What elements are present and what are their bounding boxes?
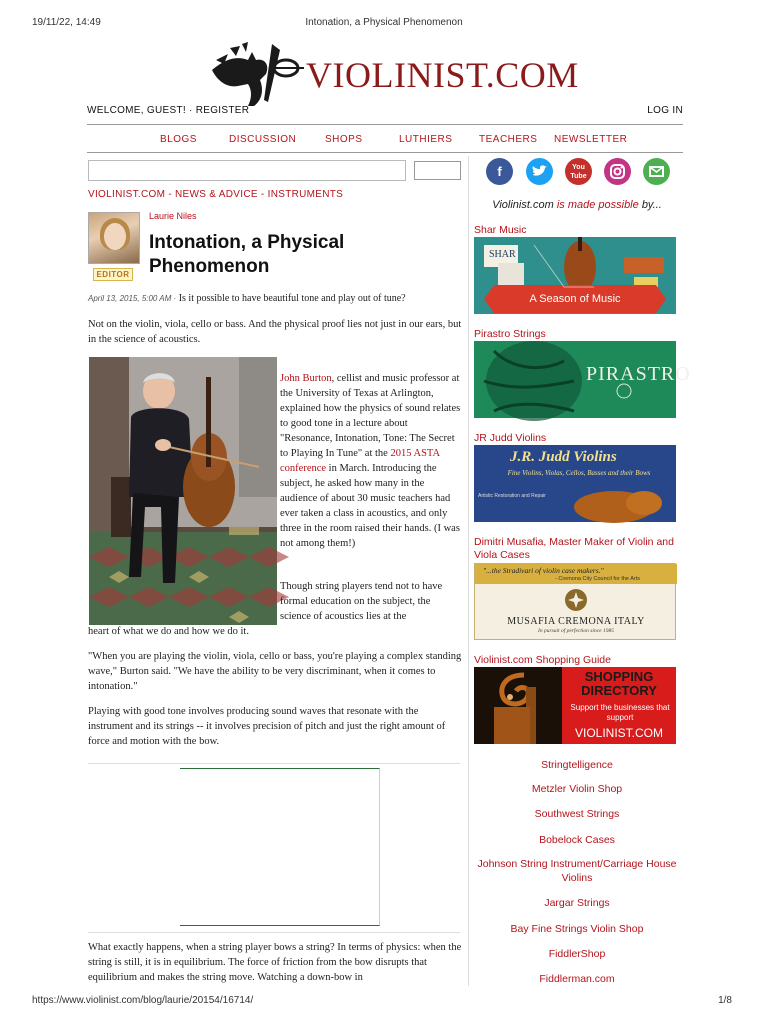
sidebar-link-metzler[interactable]: Metzler Violin Shop xyxy=(531,783,623,795)
article-paragraph-2: John Burton, cellist and music professor at the University of Texas at Arlington, explained how the physics of sound relates to good tone in a lecture about "Resonance, Intonation, Tone: The Secret to Playing In Tune" at the 2015 ASTA conference in March. Introducing the subject, he asked how many in the audience of about 30 music teachers had ever taken a class in acoustics, and only three in the room raised their hands. (I was not among them!) xyxy=(280,373,461,549)
article-paragraph-4: "When you are playing the violin, viola, cello or bass, you're playing a complex standing wave," Burton said. "We have the ability to be very discriminant, when it comes to intonation." xyxy=(88,651,462,692)
twitter-icon[interactable] xyxy=(526,158,553,185)
welcome-register-link[interactable]: WELCOME, GUEST! · REGISTER xyxy=(87,105,250,116)
email-icon[interactable] xyxy=(643,158,670,185)
sponsor-label-shar[interactable]: Shar Music xyxy=(474,224,527,236)
ad-musafia[interactable] xyxy=(474,563,676,640)
embedded-video[interactable] xyxy=(88,763,460,933)
ad-shar-music[interactable] xyxy=(474,237,676,314)
author-name-link[interactable]: Laurie Niles xyxy=(149,211,197,221)
logo-mark-icon xyxy=(208,40,308,108)
sidebar-link-fiddlerman[interactable]: Fiddlerman.com xyxy=(539,973,615,985)
jr-judd-ad-sub2: Artistic Restoration and Repair xyxy=(478,493,546,499)
nav-blogs[interactable]: BLOGS xyxy=(160,134,197,145)
nav-shops[interactable]: SHOPS xyxy=(325,134,363,145)
nav-teachers[interactable]: TEACHERS xyxy=(479,134,538,145)
search-input[interactable] xyxy=(88,160,406,181)
shar-ad-text: A Season of Music xyxy=(529,293,621,305)
article-paragraph-5: Playing with good tone involves producing sound waves that resonate with the instrument and its strings -- it involves precision of pitch and just the right amount of force and motion with the bow. xyxy=(88,706,446,747)
article-dateline xyxy=(88,293,468,304)
instagram-icon[interactable] xyxy=(604,158,631,185)
article-lede: Is it possible to have beautiful tone and play out of tune? xyxy=(178,293,406,304)
logo-text: VIOLINIST.COM xyxy=(306,55,579,95)
nav-discussion[interactable]: DISCUSSION xyxy=(229,134,297,145)
article-photo-cellist xyxy=(89,357,277,625)
musafia-crest-icon xyxy=(564,588,588,612)
shopping-directory-sub: Support the businesses that support xyxy=(570,703,670,722)
video-frame[interactable] xyxy=(180,768,380,926)
sidebar-divider xyxy=(468,156,469,986)
article-date: April 13, 2015, 5:00 AM · xyxy=(88,294,177,303)
jr-judd-ad-sub: Fine Violins, Violas, Cellos, Basses and their Bows xyxy=(507,469,651,477)
sidebar-link-fiddlershop[interactable]: FiddlerShop xyxy=(548,948,606,960)
article-paragraph-1: Not on the violin, viola, cello or bass. And the physical proof lies not just in our ears, but in the science of acoustics. xyxy=(88,319,462,345)
ad-shopping-directory[interactable] xyxy=(474,667,676,744)
sponsor-label-pirastro[interactable]: Pirastro Strings xyxy=(474,328,546,340)
article-paragraph-3: Though string players tend not to have formal education on the subject, the science of acoustics lies at the xyxy=(280,581,443,622)
site-logo[interactable] xyxy=(208,40,579,108)
shar-brand: SHAR xyxy=(489,249,516,260)
sidebar-link-johnson-string[interactable]: Johnson String Instrument/Carriage House Violins xyxy=(477,858,677,884)
musafia-tag: In pursuit of perfection since 1985 xyxy=(538,628,614,634)
article-title: Intonation, a Physical Phenomenon xyxy=(149,232,345,277)
sidebar-link-stringtelligence[interactable]: Stringtelligence xyxy=(541,759,613,771)
jr-judd-ad-title: J.R. Judd Violins xyxy=(510,449,617,465)
print-page-title: Intonation, a Physical Phenomenon xyxy=(305,17,463,28)
ad-pirastro[interactable] xyxy=(474,341,691,418)
shopping-directory-site: VIOLINIST.COM xyxy=(574,726,663,740)
musafia-attrib: - Cremona City Council for the Arts xyxy=(555,576,640,582)
john-burton-link[interactable]: John Burton xyxy=(280,373,332,384)
facebook-icon[interactable]: f xyxy=(486,158,513,185)
sidebar-link-bay-fine-strings[interactable]: Bay Fine Strings Violin Shop xyxy=(510,923,644,935)
sponsor-label-musafia[interactable]: Dimitri Musafia, Master Maker of Violin and Viola Cases xyxy=(474,536,674,561)
author-avatar[interactable] xyxy=(88,212,140,264)
nav-luthiers[interactable]: LUTHIERS xyxy=(399,134,453,145)
sponsor-label-shopping-guide[interactable]: Violinist.com Shopping Guide xyxy=(474,654,611,666)
breadcrumb[interactable]: VIOLINIST.COM - NEWS & ADVICE - INSTRUMENTS xyxy=(88,189,344,200)
main-nav xyxy=(87,124,683,153)
youtube-icon[interactable]: You Tube xyxy=(565,158,592,185)
search-button[interactable] xyxy=(414,161,461,180)
ad-jr-judd[interactable] xyxy=(474,445,676,522)
sidebar-link-southwest-strings[interactable]: Southwest Strings xyxy=(534,808,620,820)
article-paragraph-6: What exactly happens, when a string player bows a string? In terms of physics: when the string is still, it is in equilibrium. The force of friction from the bow disrupts that equilibrium and makes the string move. Watching a down-bow in xyxy=(88,942,462,983)
musafia-name: MUSAFIA CREMONA ITALY xyxy=(507,616,645,627)
article-paragraph-3-end: heart of what we do and how we do it. xyxy=(88,626,249,637)
sidebar-link-bobelock[interactable]: Bobelock Cases xyxy=(539,834,615,846)
made-possible-text: Violinist.com is made possible by... xyxy=(492,199,662,211)
print-datetime: 19/11/22, 14:49 xyxy=(32,17,101,28)
print-url: https://www.violinist.com/blog/laurie/20154/16714/ xyxy=(32,995,254,1006)
asta-conference-link[interactable]: 2015 ASTA conference xyxy=(280,448,440,474)
login-link[interactable]: LOG IN xyxy=(647,105,683,116)
musafia-quote: "...the Stradivari of violin case makers." xyxy=(483,566,604,575)
sidebar-link-jargar[interactable]: Jargar Strings xyxy=(544,897,610,909)
shopping-directory-title: SHOPPING DIRECTORY xyxy=(581,669,657,698)
pirastro-ad-text: PIRASTRO xyxy=(586,363,691,385)
sponsor-label-jr-judd[interactable]: JR Judd Violins xyxy=(474,432,547,444)
print-page-number: 1/8 xyxy=(718,995,732,1006)
nav-newsletter[interactable]: NEWSLETTER xyxy=(554,134,628,145)
editor-badge: EDITOR xyxy=(93,268,133,281)
